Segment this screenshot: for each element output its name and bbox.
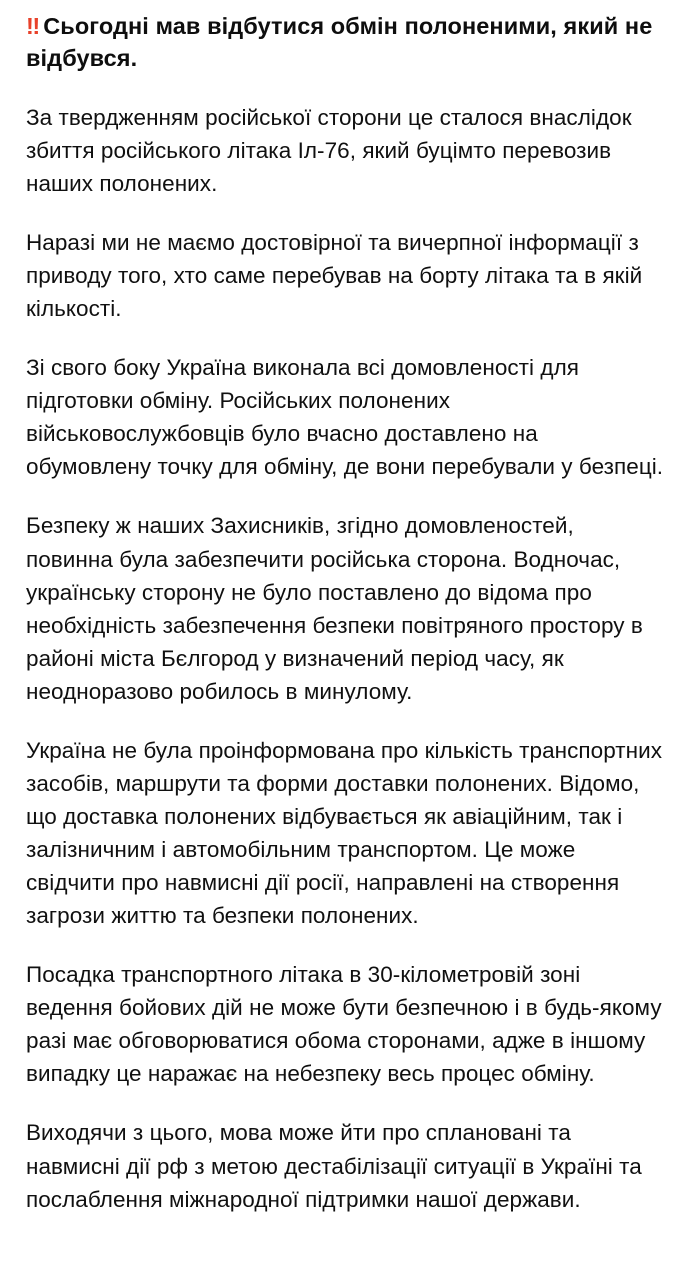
paragraph: Посадка транспортного літака в 30-кілометровій зоні ведення бойових дій не може бути безпечною і в будь-якому разі має обговорюватися обома сторонами, адже в іншому випадку це наражає на небезпеку весь процес обміну.: [26, 962, 662, 1087]
paragraph: Україна не була проінформована про кількість транспортних засобів, маршрути та форми доставки полонених. Відомо, що доставка полонених відбувається як авіаційним, так і залізничним і автомобільним транспортом. Це може свідчити про навмисні дії росії, направлені на створення загрози життю та безпеки полонених.: [26, 737, 663, 929]
headline-text: Сьогодні мав відбутися обмін полоненими, який не відбувся.: [26, 13, 653, 72]
page-title: [26, 10, 665, 75]
paragraph: Наразі ми не маємо достовірної та вичерпної інформації з приводу того, хто саме перебував на борту літака та в якій кількості.: [26, 230, 643, 322]
paragraph: За твердженням російської сторони це сталося внаслідок збиття російського літака Іл-76, який буцімто перевозив наших полонених.: [26, 104, 632, 196]
double-exclamation-icon: ‼: [26, 13, 40, 39]
paragraph: Зі свого боку Україна виконала всі домовленості для підготовки обміну. Російських полонених військовослужбовців було вчасно доставлено на обумовлену точку для обміну, де вони перебували у безпеці.: [26, 355, 664, 480]
paragraph: Безпеку ж наших Захисників, згідно домовленостей, повинна була забезпечити російська сторона. Водночас, українську сторону не було поставлено до відома про необхідність забезпечення безпеки повітряного простору в районі міста Бєлгород у визначений період часу, як неодноразово робилось в минулому.: [26, 513, 643, 704]
paragraph: Виходячи з цього, мова може йти про сплановані та навмисні дії рф з метою дестабілізації ситуації в Україні та послаблення міжнародної підтримки нашої держави.: [26, 1120, 642, 1212]
